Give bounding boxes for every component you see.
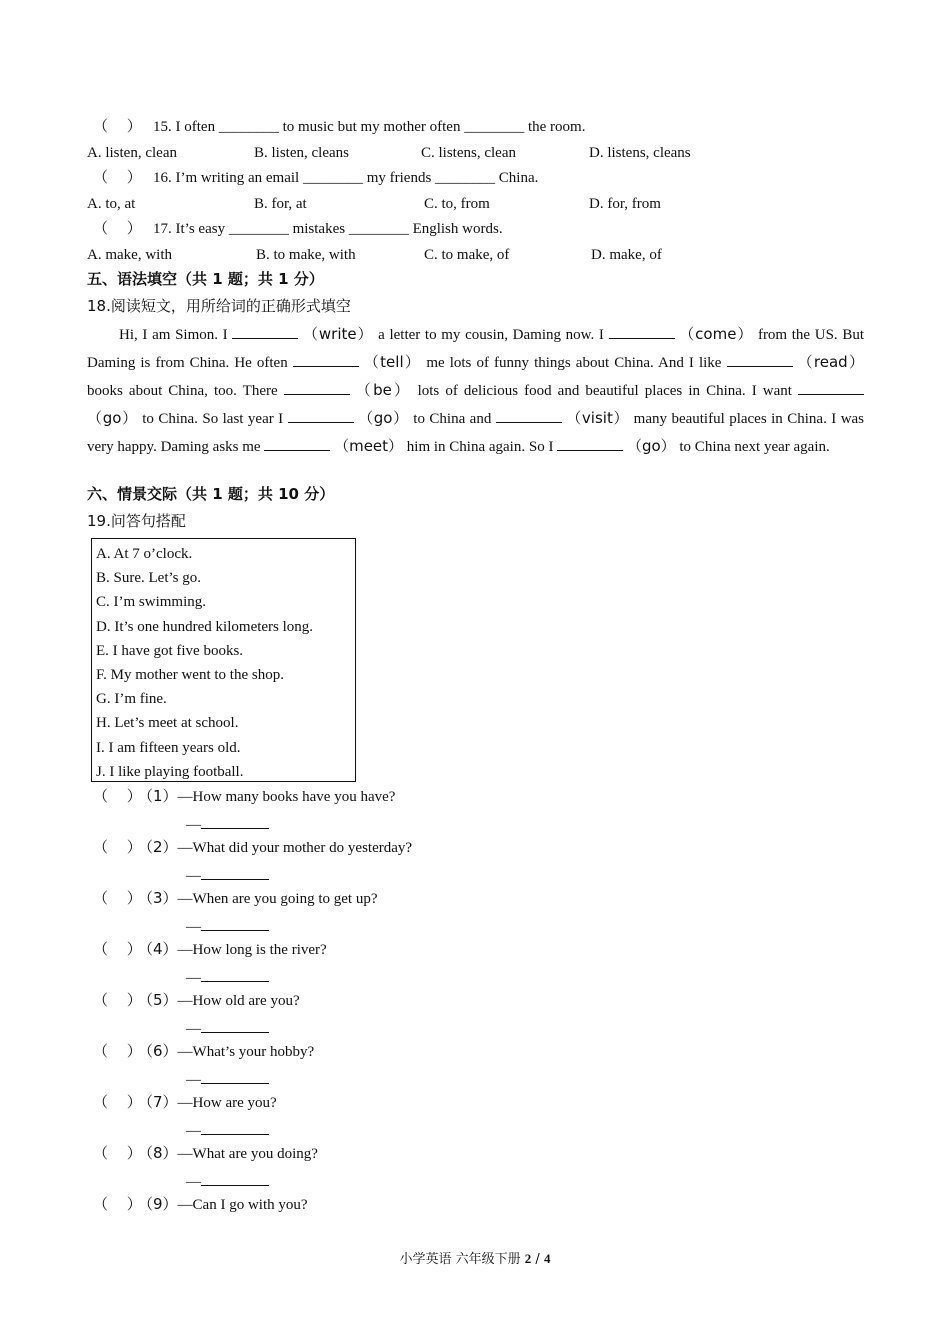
question-18-instruction: 18.阅读短文，用所给词的正确形式填空	[87, 297, 351, 315]
blank-6[interactable]	[798, 381, 864, 395]
answer-line-7[interactable]: —	[186, 1122, 269, 1139]
blank-8[interactable]	[496, 409, 562, 423]
answer-paren[interactable]: （ ）	[93, 942, 142, 958]
question-19-instruction: 19.问答句搭配	[87, 512, 186, 530]
match-question-7: （ ）（7）—How are you?	[93, 1093, 277, 1111]
match-question-5: （ ）（5）—How old are you?	[93, 991, 300, 1009]
blank-1[interactable]	[232, 325, 298, 339]
match-question-3: （ ）（3）—When are you going to get up?	[93, 889, 378, 907]
answer-paren[interactable]: （ ）	[93, 1197, 142, 1213]
answer-paren[interactable]: （ ）	[93, 1146, 142, 1162]
answer-paren[interactable]: （ ）	[93, 789, 142, 805]
answer-paren[interactable]: （ ）	[93, 170, 142, 186]
blank-9[interactable]	[264, 437, 330, 451]
blank-2[interactable]	[609, 325, 675, 339]
answer-line-1[interactable]: —	[186, 816, 269, 833]
answer-paren[interactable]: （ ）	[93, 840, 142, 856]
answer-option-i: I. I am fifteen years old.	[96, 739, 241, 756]
answer-paren[interactable]: （ ）	[93, 1095, 142, 1111]
answer-option-b: B. Sure. Let’s go.	[96, 570, 201, 587]
answer-line-4[interactable]: —	[186, 969, 269, 986]
option-16b: B. for, at	[254, 196, 307, 212]
question-16: （ ） 16. I’m writing an email ________ my friends ________ China.	[93, 170, 539, 186]
answer-option-g: G. I’m fine.	[96, 691, 167, 708]
answer-paren[interactable]: （ ）	[93, 891, 142, 907]
answer-option-f: F. My mother went to the shop.	[96, 667, 284, 684]
answer-line-3[interactable]: —	[186, 918, 269, 935]
answer-line-5[interactable]: —	[186, 1020, 269, 1037]
option-16a: A. to, at	[87, 196, 136, 212]
option-17d: D. make, of	[591, 247, 662, 263]
blank-3[interactable]	[293, 353, 359, 367]
match-question-9: （ ）（9）—Can I go with you?	[93, 1195, 308, 1213]
match-question-4: （ ）（4）—How long is the river?	[93, 940, 327, 958]
option-17a: A. make, with	[87, 247, 172, 263]
option-15c: C. listens, clean	[421, 145, 516, 161]
question-15: （ ） 15. I often ________ to music but my mother often ________ the room.	[93, 119, 586, 135]
cloze-passage: Hi, I am Simon. I （write） a letter to my cousin, Daming now. I （come） from the US. But Daming is from China. He often （tell） me lots of funny things about China. And I like （read） books about China, too. There （be） lots of delicious food and beautiful places in China. I want （go） to China. So last year I （go） to China and （visit） many beautiful places in China. I was very happy. Daming asks me （meet） him in China again. So I （go） to China next year again.	[87, 325, 865, 455]
answer-option-e: E. I have got five books.	[96, 642, 244, 659]
question-17: （ ） 17. It’s easy ________ mistakes ________ English words.	[93, 221, 503, 237]
answer-paren[interactable]: （ ）	[93, 221, 142, 237]
answer-paren[interactable]: （ ）	[93, 1044, 142, 1060]
option-15a: A. listen, clean	[87, 145, 177, 161]
answer-line-2[interactable]: —	[186, 867, 269, 884]
option-17c: C. to make, of	[424, 247, 510, 263]
section-5-title: 五、语法填空（共 1 题；共 1 分）	[87, 270, 324, 288]
blank-4[interactable]	[727, 353, 793, 367]
match-question-8: （ ）（8）—What are you doing?	[93, 1144, 318, 1162]
blank-10[interactable]	[557, 437, 623, 451]
answer-paren[interactable]: （ ）	[93, 119, 142, 135]
section-6-title: 六、情景交际（共 1 题；共 10 分）	[87, 485, 335, 503]
match-question-2: （ ）（2）—What did your mother do yesterday?	[93, 838, 413, 856]
option-16d: D. for, from	[589, 196, 661, 212]
answer-line-8[interactable]: —	[186, 1173, 269, 1190]
answer-option-a: A. At 7 o’clock.	[96, 546, 193, 562]
answer-option-d: D. It’s one hundred kilometers long.	[96, 618, 314, 635]
answer-paren[interactable]: （ ）	[93, 993, 142, 1009]
blank-5[interactable]	[284, 381, 350, 395]
option-15d: D. listens, cleans	[589, 145, 691, 161]
blank-7[interactable]	[288, 409, 354, 423]
answer-options-box	[91, 538, 356, 782]
answer-option-j: J. I like playing football.	[96, 763, 244, 780]
match-question-1: （ ）（1）—How many books have you have?	[93, 787, 396, 805]
page-footer: 小学英语 六年级下册 2 / 4	[399, 1251, 551, 1267]
answer-line-6[interactable]: —	[186, 1071, 269, 1088]
answer-option-h: H. Let’s meet at school.	[96, 715, 239, 732]
option-16c: C. to, from	[424, 196, 490, 212]
option-15b: B. listen, cleans	[254, 145, 349, 161]
answer-option-c: C. I’m swimming.	[96, 594, 207, 611]
match-question-6: （ ）（6）—What’s your hobby?	[93, 1042, 315, 1060]
option-17b: B. to make, with	[256, 247, 356, 263]
